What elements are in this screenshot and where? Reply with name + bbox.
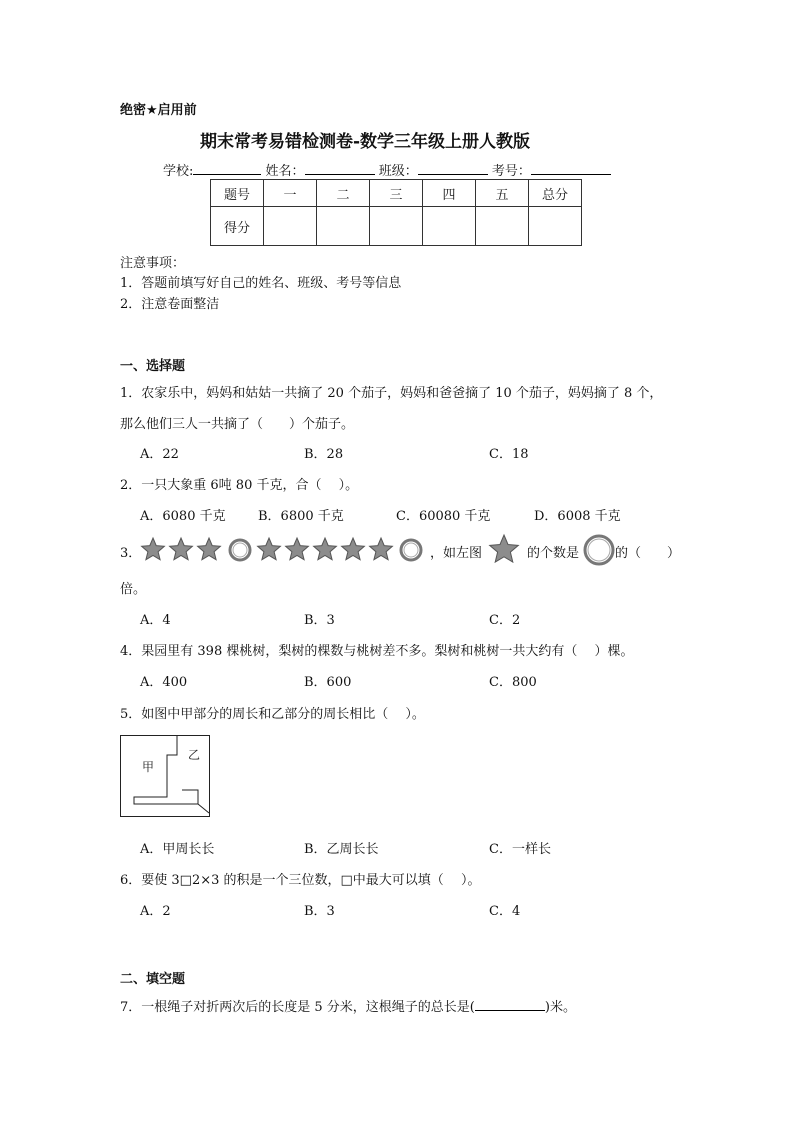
star-icon bbox=[342, 538, 365, 560]
option-d[interactable]: D．6008 千克 bbox=[534, 509, 621, 524]
notes-heading: 注意事项： bbox=[120, 256, 186, 271]
score-cell[interactable] bbox=[317, 207, 370, 246]
star-icon bbox=[198, 538, 221, 560]
star-icon bbox=[490, 535, 519, 562]
star-icon bbox=[286, 538, 309, 560]
score-cell[interactable] bbox=[476, 207, 529, 246]
option-b[interactable]: B．乙周长长 bbox=[304, 842, 379, 857]
class-label: 班级： bbox=[378, 164, 418, 179]
section-heading: 二、填空题 bbox=[120, 972, 186, 987]
question-text: 那么他们三人一共摘了（ ）个茄子。 bbox=[120, 417, 355, 432]
question-text-part: )米。 bbox=[544, 1000, 576, 1015]
star-icon bbox=[142, 538, 165, 560]
score-cell[interactable] bbox=[529, 207, 582, 246]
school-blank[interactable] bbox=[193, 161, 261, 175]
section-heading: 一、选择题 bbox=[120, 359, 186, 374]
ring-icon bbox=[585, 536, 613, 564]
option-a[interactable]: A．22 bbox=[140, 447, 179, 462]
star-icon bbox=[170, 538, 193, 560]
question-text: 4．果园里有 398 棵桃树，梨树的棵数与桃树差不多。梨树和桃树一共大约有（ ）棵。 bbox=[120, 644, 634, 659]
option-c[interactable]: C．一样长 bbox=[489, 842, 551, 857]
option-c[interactable]: C．4 bbox=[489, 904, 521, 919]
option-c[interactable]: C．800 bbox=[489, 675, 537, 690]
name-label: 姓名： bbox=[265, 164, 305, 179]
notes-item: 2．注意卷面整洁 bbox=[120, 297, 220, 312]
option-b[interactable]: B．28 bbox=[304, 447, 344, 462]
star-icon bbox=[370, 538, 393, 560]
number-label: 考号： bbox=[491, 164, 531, 179]
question-text: 1．农家乐中，妈妈和姑姑一共摘了 20 个茄子，妈妈和爸爸摘了 10 个茄子，妈妈摘了 8 个， bbox=[120, 386, 663, 401]
table-cell: 得分 bbox=[211, 207, 264, 246]
question-text: ，如左图 bbox=[430, 546, 483, 561]
table-cell: 三 bbox=[370, 180, 423, 207]
option-b[interactable]: B．3 bbox=[304, 904, 335, 919]
score-table-header-row bbox=[211, 180, 582, 207]
page-title: 期末常考易错检测卷-数学三年级上册人教版 bbox=[200, 132, 531, 152]
score-table-score-row bbox=[211, 207, 582, 246]
option-b[interactable]: B．600 bbox=[304, 675, 352, 690]
school-label: 学校: bbox=[163, 164, 194, 179]
question-text: 的个数是 bbox=[527, 546, 580, 561]
table-cell: 二 bbox=[317, 180, 370, 207]
answer-blank[interactable] bbox=[475, 997, 545, 1011]
number-blank[interactable] bbox=[531, 161, 611, 175]
question-number: 3． bbox=[120, 546, 142, 561]
question-text bbox=[120, 996, 576, 1015]
score-cell[interactable] bbox=[423, 207, 476, 246]
secret-label: 绝密★启用前 bbox=[120, 103, 197, 118]
option-a[interactable]: A．400 bbox=[140, 675, 188, 690]
student-info-row bbox=[163, 160, 611, 179]
score-cell[interactable] bbox=[264, 207, 317, 246]
table-cell: 题号 bbox=[211, 180, 264, 207]
option-a[interactable]: A．2 bbox=[140, 904, 171, 919]
option-a[interactable]: A．甲周长长 bbox=[140, 842, 215, 857]
class-blank[interactable] bbox=[418, 161, 488, 175]
option-c[interactable]: C．18 bbox=[489, 447, 529, 462]
question-text: 的（ ） bbox=[615, 546, 681, 561]
name-blank[interactable] bbox=[305, 161, 375, 175]
table-cell: 一 bbox=[264, 180, 317, 207]
table-cell: 四 bbox=[423, 180, 476, 207]
dividing-line-end bbox=[198, 804, 209, 813]
perimeter-figure bbox=[120, 735, 212, 819]
star-icon bbox=[314, 538, 337, 560]
star-icon bbox=[258, 538, 281, 560]
score-cell[interactable] bbox=[370, 207, 423, 246]
question-text: 2．一只大象重 6吨 80 千克，合（ ）。 bbox=[120, 478, 359, 493]
question-text-part: 7．一根绳子对折两次后的长度是 5 分米，这根绳子的总长是( bbox=[120, 1000, 475, 1015]
notes-item: 1．答题前填写好自己的姓名、班级、考号等信息 bbox=[120, 276, 402, 291]
option-b[interactable]: B．6800 千克 bbox=[258, 509, 344, 524]
question-text: 倍。 bbox=[120, 582, 147, 597]
option-a[interactable]: A．4 bbox=[140, 613, 171, 628]
score-table bbox=[210, 179, 582, 246]
option-b[interactable]: B．3 bbox=[304, 613, 335, 628]
option-c[interactable]: C．2 bbox=[489, 613, 521, 628]
question-text: 5．如图中甲部分的周长和乙部分的周长相比（ ）。 bbox=[120, 707, 425, 722]
label-yi: 乙 bbox=[188, 748, 201, 762]
question-text: 6．要使 3□2×3 的积是一个三位数，□中最大可以填（ ）。 bbox=[120, 873, 481, 888]
option-a[interactable]: A．6080 千克 bbox=[140, 509, 226, 524]
option-c[interactable]: C．60080 千克 bbox=[396, 509, 491, 524]
label-jia: 甲 bbox=[142, 760, 155, 774]
table-cell: 总分 bbox=[529, 180, 582, 207]
table-cell: 五 bbox=[476, 180, 529, 207]
